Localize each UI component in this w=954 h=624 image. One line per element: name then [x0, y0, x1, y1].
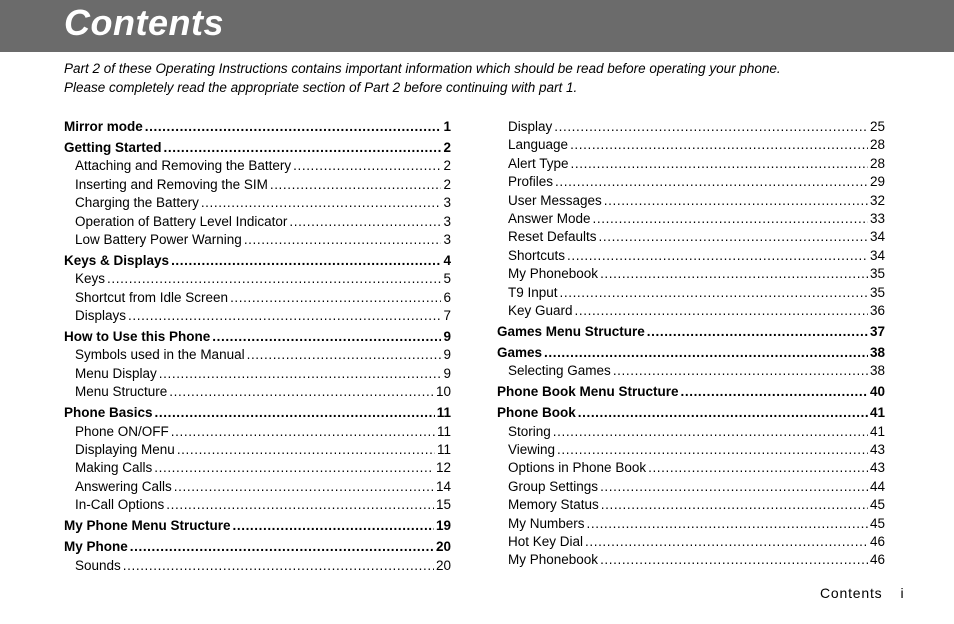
toc-entry-page-number: 3: [443, 213, 451, 229]
toc-entry-page-number: 11: [436, 423, 451, 439]
toc-entry-label: Shortcut from Idle Screen: [75, 289, 229, 305]
dot-leader: [171, 252, 441, 270]
toc-subsection-entry[interactable]: [64, 478, 451, 496]
toc-entry-page-number: 11: [436, 405, 451, 421]
toc-entry-label: My Numbers: [508, 515, 585, 531]
toc-right-column: [497, 118, 885, 570]
toc-entry-label: Phone Basics: [64, 405, 153, 421]
toc-subsection-entry[interactable]: [497, 362, 885, 380]
dot-leader: [155, 404, 435, 422]
toc-subsection-entry[interactable]: [64, 459, 451, 477]
dot-leader: [169, 383, 434, 401]
dot-leader: [177, 441, 435, 459]
dot-leader: [174, 478, 434, 496]
toc-subsection-entry[interactable]: [64, 157, 451, 175]
toc-entry-page-number: 29: [869, 174, 885, 190]
dot-leader: [244, 231, 442, 249]
toc-subsection-entry[interactable]: [497, 551, 885, 569]
toc-section-entry[interactable]: [497, 383, 885, 401]
footer-section: Contents: [820, 585, 883, 601]
toc-entry-page-number: 37: [869, 323, 885, 339]
toc-section-entry[interactable]: [64, 252, 451, 270]
dot-leader: [145, 118, 442, 136]
dot-leader: [681, 383, 868, 401]
dot-leader: [154, 459, 434, 477]
toc-entry-page-number: 41: [869, 405, 885, 421]
title-banner: [0, 0, 954, 52]
toc-subsection-entry[interactable]: [497, 515, 885, 533]
toc-entry-label: Profiles: [508, 174, 554, 190]
toc-section-entry[interactable]: [497, 323, 885, 341]
toc-entry-page-number: 35: [869, 266, 885, 282]
toc-entry-label: Memory Status: [508, 497, 599, 513]
toc-section-entry[interactable]: [64, 139, 451, 157]
dot-leader: [600, 265, 868, 283]
toc-subsection-entry[interactable]: [497, 173, 885, 191]
toc-subsection-entry[interactable]: [64, 346, 451, 364]
toc-entry-label: Symbols used in the Manual: [75, 347, 245, 363]
toc-entry-page-number: 10: [435, 384, 451, 400]
toc-subsection-entry[interactable]: [64, 557, 451, 575]
toc-entry-page-number: 45: [869, 515, 885, 531]
toc-entry-label: Storing: [508, 423, 551, 439]
toc-entry-page-number: 45: [869, 497, 885, 513]
toc-entry-page-number: 19: [435, 518, 451, 534]
dot-leader: [560, 284, 868, 302]
toc-entry-label: Hot Key Dial: [508, 533, 584, 549]
toc-entry-label: Shortcuts: [508, 247, 566, 263]
toc-subsection-entry[interactable]: [497, 265, 885, 283]
toc-entry-page-number: 33: [869, 210, 885, 226]
page-footer: [820, 585, 904, 601]
toc-section-entry[interactable]: [64, 328, 451, 346]
toc-entry-label: Getting Started: [64, 139, 162, 155]
toc-subsection-entry[interactable]: [497, 118, 885, 136]
toc-entry-page-number: 46: [869, 552, 885, 568]
dot-leader: [123, 557, 434, 575]
toc-subsection-entry[interactable]: [497, 441, 885, 459]
toc-subsection-entry[interactable]: [64, 307, 451, 325]
toc-entry-label: Phone ON/OFF: [75, 423, 169, 439]
dot-leader: [599, 228, 868, 246]
toc-section-entry[interactable]: [64, 118, 451, 136]
toc-entry-label: Group Settings: [508, 478, 599, 494]
toc-entry-page-number: 43: [869, 442, 885, 458]
toc-subsection-entry[interactable]: [497, 192, 885, 210]
toc-entry-label: Operation of Battery Level Indicator: [75, 213, 288, 229]
toc-subsection-entry[interactable]: [497, 302, 885, 320]
toc-entry-label: Selecting Games: [508, 363, 611, 379]
toc-entry-page-number: 35: [869, 284, 885, 300]
toc-entry-label: Charging the Battery: [75, 195, 199, 211]
toc-entry-page-number: 34: [869, 229, 885, 245]
toc-entry-page-number: 15: [435, 497, 451, 513]
toc-subsection-entry[interactable]: [497, 496, 885, 514]
dot-leader: [270, 176, 442, 194]
toc-entry-page-number: 7: [443, 308, 451, 324]
dot-leader: [230, 289, 441, 307]
toc-entry-page-number: 2: [443, 176, 451, 192]
toc-subsection-entry[interactable]: [497, 459, 885, 477]
toc-subsection-entry[interactable]: [64, 365, 451, 383]
toc-subsection-entry[interactable]: [64, 270, 451, 288]
toc-subsection-entry[interactable]: [64, 213, 451, 231]
toc-entry-page-number: 28: [869, 155, 885, 171]
toc-entry-label: Answer Mode: [508, 210, 591, 226]
toc-entry-page-number: 9: [443, 365, 451, 381]
toc-entry-page-number: 44: [869, 478, 885, 494]
toc-subsection-entry[interactable]: [497, 210, 885, 228]
toc-entry-label: Making Calls: [75, 460, 153, 476]
dot-leader: [648, 459, 868, 477]
intro-line-2: Please completely read the appropriate section of Part 2 before continuing with part 1.: [64, 79, 578, 95]
toc-subsection-entry[interactable]: [64, 194, 451, 212]
dot-leader: [557, 441, 868, 459]
toc-subsection-entry[interactable]: [497, 423, 885, 441]
dot-leader: [575, 302, 868, 320]
dot-leader: [212, 328, 441, 346]
toc-entry-label: Phone Book Menu Structure: [497, 384, 679, 400]
toc-entry-label: Displays: [75, 308, 127, 324]
toc-entry-page-number: 2: [443, 139, 451, 155]
toc-entry-page-number: 14: [435, 478, 451, 494]
dot-leader: [247, 346, 442, 364]
toc-subsection-entry[interactable]: [497, 136, 885, 154]
toc-entry-label: Keys: [75, 271, 106, 287]
toc-entry-page-number: 20: [435, 539, 451, 555]
toc-entry-label: Phone Book: [497, 405, 576, 421]
toc-subsection-entry[interactable]: [497, 478, 885, 496]
toc-entry-page-number: 12: [435, 460, 451, 476]
toc-entry-page-number: 4: [443, 252, 451, 268]
toc-subsection-entry[interactable]: [497, 533, 885, 551]
toc-subsection-entry[interactable]: [497, 284, 885, 302]
intro-line-1: Part 2 of these Operating Instructions contains important information which should be read before operating your phone.: [64, 61, 781, 76]
toc-section-entry[interactable]: [64, 517, 451, 535]
toc-entry-label: Displaying Menu: [75, 442, 175, 458]
toc-entry-page-number: 20: [435, 557, 451, 573]
toc-entry-label: Low Battery Power Warning: [75, 231, 242, 247]
footer-page-number: i: [900, 585, 905, 601]
toc-entry-page-number: 38: [869, 344, 885, 360]
toc-entry-page-number: 40: [869, 384, 885, 400]
toc-subsection-entry[interactable]: [64, 176, 451, 194]
toc-entry-page-number: 9: [443, 329, 451, 345]
toc-entry-label: Viewing: [508, 442, 556, 458]
toc-section-entry[interactable]: [497, 344, 885, 362]
toc-entry-label: In-Call Options: [75, 497, 165, 513]
intro-text: [64, 60, 924, 97]
toc-entry-page-number: 5: [443, 271, 451, 287]
toc-left-column: [64, 118, 451, 575]
toc-entry-label: Sounds: [75, 557, 121, 573]
dot-leader: [587, 515, 868, 533]
toc-entry-label: Answering Calls: [75, 478, 172, 494]
toc-subsection-entry[interactable]: [497, 155, 885, 173]
toc-entry-label: Attaching and Removing the Battery: [75, 158, 292, 174]
toc-entry-label: How to Use this Phone: [64, 329, 211, 345]
toc-entry-label: Menu Display: [75, 365, 157, 381]
toc-entry-label: Mirror mode: [64, 119, 143, 134]
toc-entry-page-number: 9: [443, 347, 451, 363]
dot-leader: [570, 136, 868, 154]
dot-leader: [578, 404, 868, 422]
toc-entry-page-number: 3: [443, 231, 451, 247]
toc-entry-page-number: 1: [443, 119, 451, 134]
dot-leader: [289, 213, 441, 231]
dot-leader: [600, 478, 868, 496]
toc-entry-page-number: 25: [869, 119, 885, 134]
toc-section-entry[interactable]: [64, 404, 451, 422]
toc-subsection-entry[interactable]: [64, 496, 451, 514]
toc-entry-label: Games: [497, 344, 543, 360]
toc-entry-label: Inserting and Removing the SIM: [75, 176, 268, 192]
toc-subsection-entry[interactable]: [497, 228, 885, 246]
toc-entry-label: My Phone: [64, 539, 128, 555]
dot-leader: [554, 118, 868, 136]
toc-entry-label: T9 Input: [508, 284, 558, 300]
toc-subsection-entry[interactable]: [64, 441, 451, 459]
toc-entry-label: My Phonebook: [508, 552, 599, 568]
toc-entry-label: Display: [508, 119, 553, 134]
toc-entry-label: Menu Structure: [75, 384, 168, 400]
toc-entry-label: Options in Phone Book: [508, 460, 647, 476]
toc-entry-page-number: 36: [869, 302, 885, 318]
dot-leader: [166, 496, 434, 514]
toc-entry-page-number: 6: [443, 289, 451, 305]
toc-entry-page-number: 43: [869, 460, 885, 476]
dot-leader: [164, 139, 442, 157]
dot-leader: [647, 323, 868, 341]
toc-entry-label: Language: [508, 137, 569, 153]
dot-leader: [571, 155, 868, 173]
toc-entry-page-number: 28: [869, 137, 885, 153]
dot-leader: [555, 173, 868, 191]
dot-leader: [130, 538, 434, 556]
toc-entry-page-number: 41: [869, 423, 885, 439]
page-title: Contents: [64, 2, 224, 43]
toc-entry-page-number: 2: [443, 158, 451, 174]
dot-leader: [585, 533, 868, 551]
toc-entry-label: Reset Defaults: [508, 229, 597, 245]
dot-leader: [128, 307, 441, 325]
toc-entry-page-number: 3: [443, 195, 451, 211]
toc-subsection-entry[interactable]: [497, 247, 885, 265]
dot-leader: [233, 517, 434, 535]
dot-leader: [600, 551, 868, 569]
toc-entry-label: Alert Type: [508, 155, 569, 171]
dot-leader: [567, 247, 868, 265]
toc-subsection-entry[interactable]: [64, 423, 451, 441]
toc-entry-label: Keys & Displays: [64, 252, 170, 268]
toc-entry-label: Key Guard: [508, 302, 573, 318]
toc-entry-label: User Messages: [508, 192, 602, 208]
toc-subsection-entry[interactable]: [64, 231, 451, 249]
toc-entry-page-number: 46: [869, 533, 885, 549]
dot-leader: [171, 423, 435, 441]
toc-section-entry[interactable]: [497, 404, 885, 422]
dot-leader: [613, 362, 868, 380]
toc-entry-page-number: 34: [869, 247, 885, 263]
toc-entry-label: My Phone Menu Structure: [64, 518, 231, 534]
toc-subsection-entry[interactable]: [64, 383, 451, 401]
dot-leader: [201, 194, 442, 212]
toc-entry-page-number: 38: [869, 363, 885, 379]
dot-leader: [293, 157, 441, 175]
dot-leader: [601, 496, 868, 514]
toc-entry-label: My Phonebook: [508, 266, 599, 282]
toc-subsection-entry[interactable]: [64, 289, 451, 307]
dot-leader: [544, 344, 868, 362]
toc-entry-label: Games Menu Structure: [497, 323, 645, 339]
dot-leader: [159, 365, 442, 383]
dot-leader: [107, 270, 441, 288]
dot-leader: [553, 423, 868, 441]
toc-section-entry[interactable]: [64, 538, 451, 556]
toc-entry-page-number: 11: [436, 442, 451, 458]
dot-leader: [593, 210, 868, 228]
dot-leader: [604, 192, 868, 210]
toc-entry-page-number: 32: [869, 192, 885, 208]
